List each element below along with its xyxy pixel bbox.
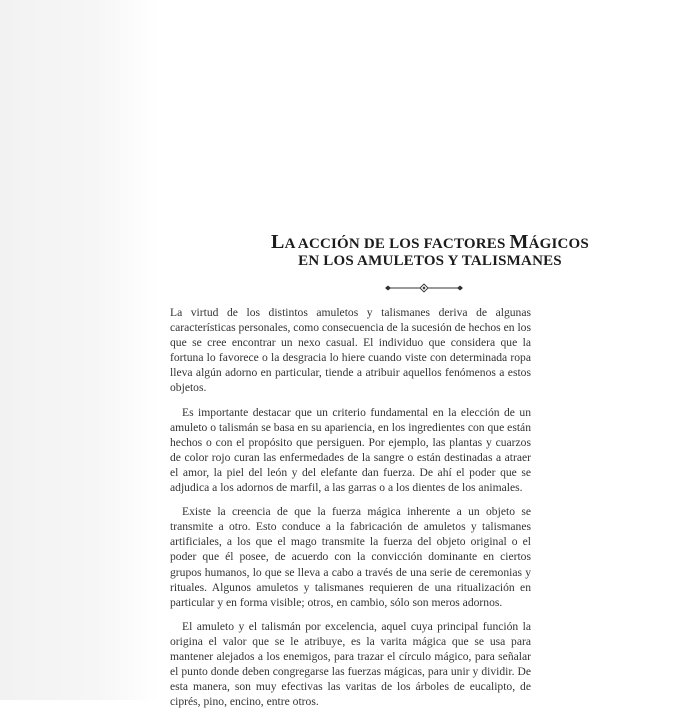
paragraph: Es importante destacar que un criterio fundamental en la elección de un amuleto o talismán se basa en su apariencia, en los ingredientes con que están hechos o con el propósito que persiguen. Por ejemplo, las plantas y cuarzos de color rojo curan las enfermedades de la sangre o están destinadas a atraer el amor, la piel del león y del elefante dan fuerza. De ahí el poder que se adjudica a los adornos de marfil, a las garras o a los dientes de los animales. xyxy=(170,405,531,495)
title-initial-1: L xyxy=(271,231,285,253)
book-gutter xyxy=(0,0,160,700)
diamond-rule-ornament-icon xyxy=(384,280,464,296)
title-initial-2: M xyxy=(509,231,529,253)
paragraph: La virtud de los distintos amuletos y talismanes deriva de algunas características personales, como consecuencia de la sucesión de hechos en los que se cree encontrar un nexo casual. El individuo que considera que la fortuna lo favorece o la desgracia lo hiere cuando viste con determinada ropa lleva algún adorno en particular, tiende a atribuir aquellos fenómenos a estos objetos. xyxy=(170,306,531,395)
title-smallcaps-1: A ACCIÓN DE LOS FACTORES xyxy=(284,236,510,252)
chapter-title-line-1 xyxy=(160,231,700,254)
paragraph: Existe la creencia de que la fuerza mágica inherente a un objeto se transmite a otro. Esto conduce a la fabricación de amuletos y talismanes artificiales, a los que el mago transmite la fuerza del objeto original o el poder que él posee, de acuerdo con la convicción dominante en ciertos grupos humanos, lo que se lleva a cabo a través de una serie de ceremonias y rituales. Algunos amuletos y talismanes requieren de una ritualización en particular y en forma visible; otros, en cambio, sólo son meros adornos. xyxy=(170,505,531,609)
chapter-title-line-2 xyxy=(160,252,700,270)
title-smallcaps-2: ÁGICOS xyxy=(528,236,589,252)
book-page xyxy=(160,0,700,709)
body-text xyxy=(170,305,531,718)
paragraph: El amuleto y el talismán por excelencia, aquel cuya principal función la origina el valor que se le atribuye, es la varita mágica que se usa para mantener alejados a los enemigos, para trazar el círculo mágico, para señalar el punto donde deben congregarse las fuerzas mágicas, para unir y dividir. De esta manera, son muy efectivas las varitas de los árboles de eucalipto, de ciprés, pino, encino, entre otros. xyxy=(170,619,531,709)
title-smallcaps-3: EN LOS AMULETOS Y TALISMANES xyxy=(298,253,562,269)
